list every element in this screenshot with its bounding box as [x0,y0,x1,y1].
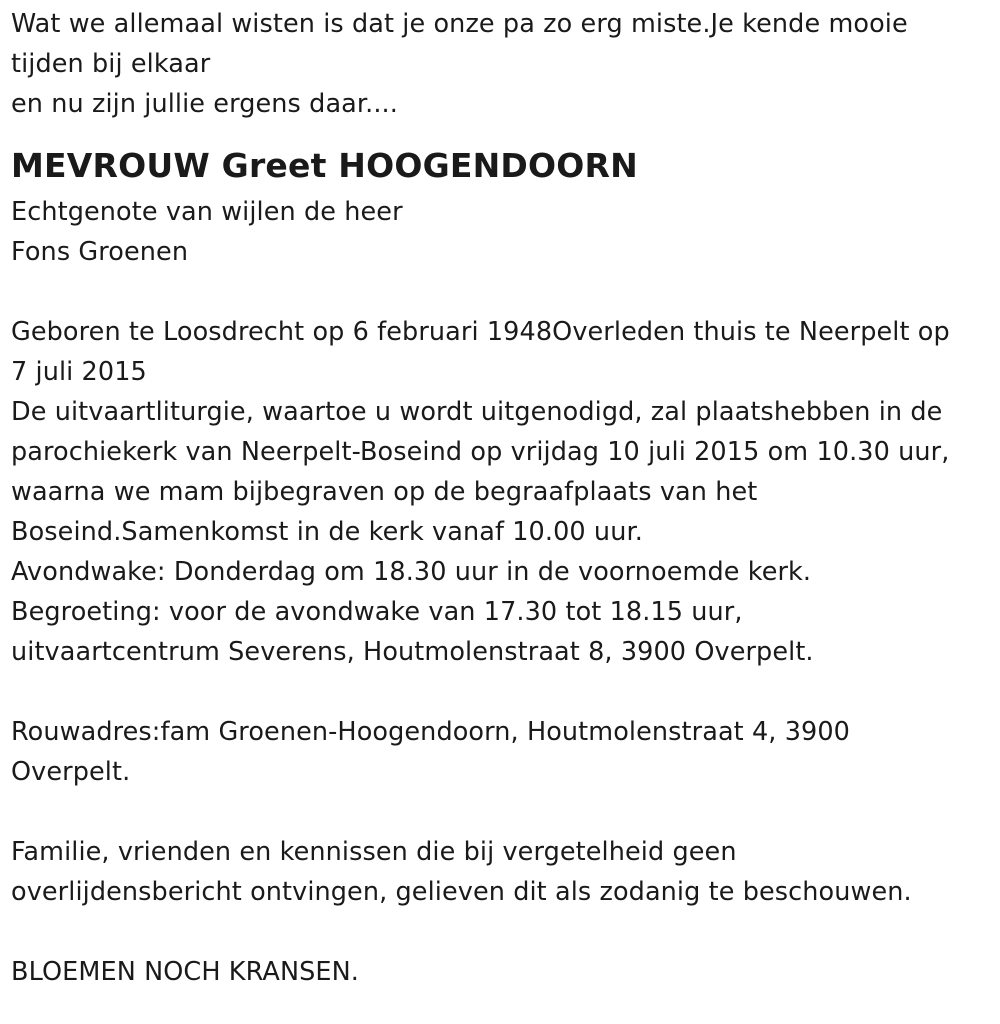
spacer [11,912,1000,952]
notice-block [11,832,1000,912]
funeral-line: De uitvaartliturgie, waartoe u wordt uitgenodigd, zal plaatshebben in de [11,397,943,427]
spacer [11,792,1000,832]
notice-line: Familie, vrienden en kennissen die bij vergetelheid geen [11,837,737,867]
intro-line: en nu zijn jullie ergens daar.... [11,89,398,119]
intro-line: tijden bij elkaar [11,49,211,79]
greeting-line: uitvaartcentrum Severens, Houtmolenstraat 8, 3900 Overpelt. [11,637,814,667]
intro-poem [11,0,1000,124]
closing-line: BLOEMEN NOCH KRANSEN. [11,957,360,987]
deceased-name: MEVROUW Greet HOOGENDOORN [11,146,638,185]
notice-line: overlijdensbericht ontvingen, gelieven dit als zodanig te beschouwen. [11,877,912,907]
address-line: Rouwadres:fam Groenen-Hoogendoorn, Houtmolenstraat 4, 3900 [11,717,851,747]
birth-death-line: 7 juli 2015 [11,357,147,387]
funeral-line: Boseind.Samenkomst in de kerk vanaf 10.00 uur. [11,517,643,547]
birth-death-line: Geboren te Loosdrecht op 6 februari 1948Overleden thuis te Neerpelt op [11,317,950,347]
funeral-line: parochiekerk van Neerpelt-Boseind op vrijdag 10 juli 2015 om 10.30 uur, [11,437,950,467]
mourning-address [11,712,1000,792]
intro-line: Wat we allemaal wisten is dat je onze pa zo erg miste.Je kende mooie [11,9,908,39]
funeral-line: waarna we mam bijbegraven op de begraafplaats van het [11,477,758,507]
address-line: Overpelt. [11,757,131,787]
relation-line: Fons Groenen [11,237,189,267]
spacer [11,672,1000,712]
relation-line: Echtgenote van wijlen de heer [11,197,403,227]
details-block [11,312,1000,672]
greeting-line: Begroeting: voor de avondwake van 17.30 tot 18.15 uur, [11,597,743,627]
spacer [11,272,1000,312]
vigil-line: Avondwake: Donderdag om 18.30 uur in de voornoemde kerk. [11,557,812,587]
